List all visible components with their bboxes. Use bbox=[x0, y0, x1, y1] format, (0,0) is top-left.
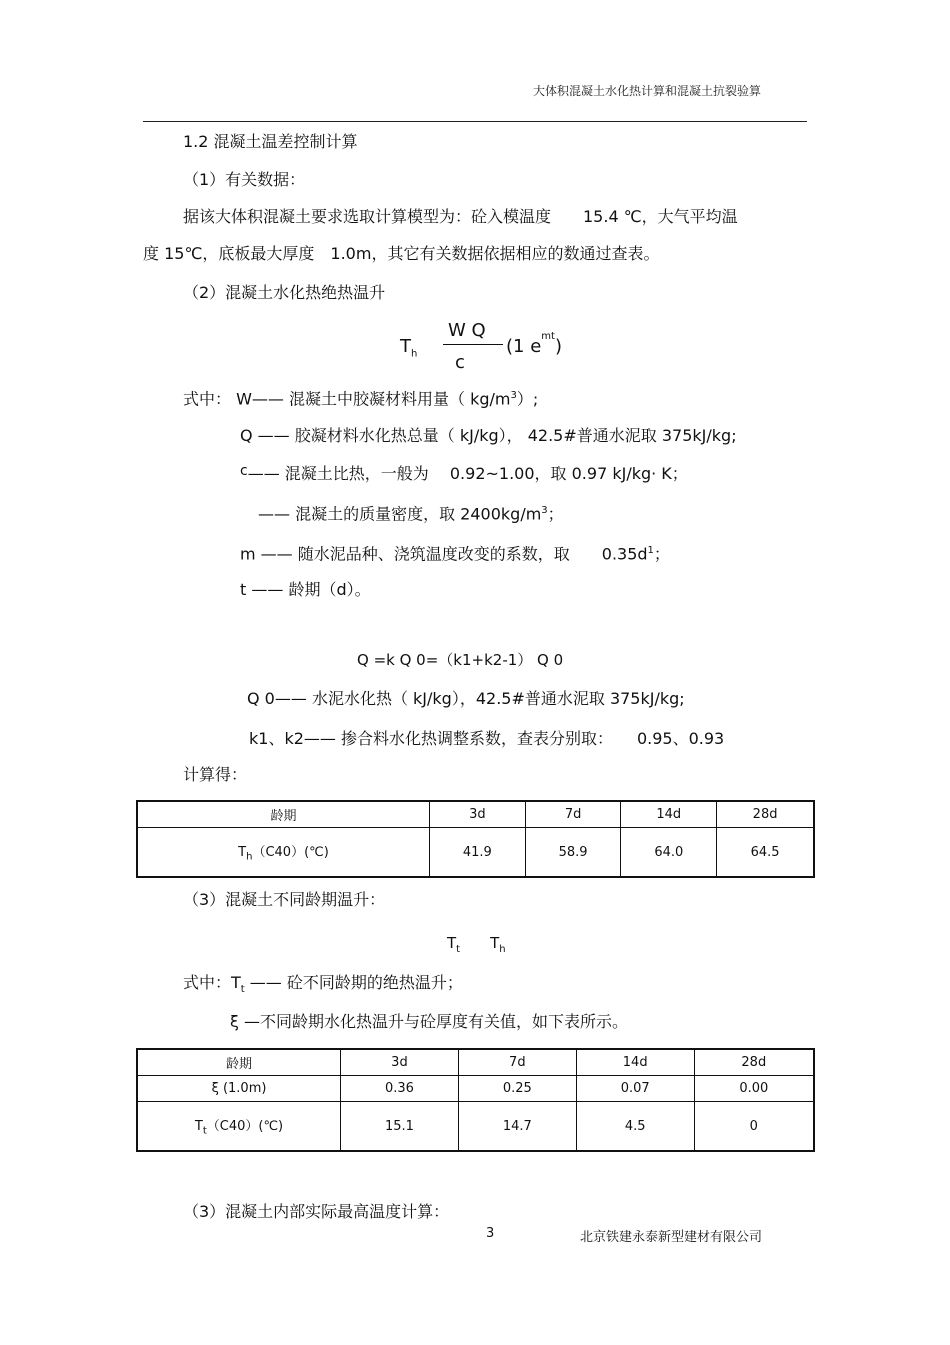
calc-label: 计算得： bbox=[183, 765, 248, 784]
def-rho-suffix: ； bbox=[547, 504, 564, 524]
row-label bbox=[137, 1102, 341, 1152]
table-cell: 58.9 bbox=[525, 828, 621, 878]
paragraph-line-1: 据该大体积混凝土要求选取计算模型为：砼入模温度 15.4 ℃，大气平均温 bbox=[183, 207, 738, 226]
header-cell: 28d bbox=[694, 1049, 814, 1076]
def-q: Q —— 胶凝材料水化热总量（ kJ/kg）， 42.5#普通水泥取 375kJ/kg; bbox=[240, 426, 737, 445]
formula-th-sub: h bbox=[411, 348, 418, 360]
def-tt-sub: t bbox=[240, 984, 245, 996]
formula-numerator: W Q bbox=[448, 320, 486, 341]
table-cell: 64.5 bbox=[717, 828, 814, 878]
def-w-text: 式中： W—— 混凝土中胶凝材料用量（ kg/m bbox=[183, 389, 511, 409]
subheading-age-temp: （3）混凝土不同龄期温升： bbox=[183, 890, 386, 909]
footer-company: 北京铁建永泰新型建材有限公司 bbox=[580, 1230, 763, 1245]
table-cell: 0.00 bbox=[694, 1076, 814, 1102]
def-q0: Q 0—— 水泥水化热（ kJ/kg），42.5#普通水泥取 375kJ/kg; bbox=[247, 689, 685, 708]
row-label-symbol: T bbox=[238, 845, 247, 861]
def-w bbox=[183, 386, 538, 409]
header-cell: 14d bbox=[621, 801, 717, 828]
def-c bbox=[240, 464, 688, 485]
table-row bbox=[137, 828, 814, 878]
def-m bbox=[240, 541, 670, 564]
header-cell: 7d bbox=[525, 801, 621, 828]
page-number: 3 bbox=[486, 1226, 495, 1241]
header-cell: 龄期 bbox=[137, 1049, 341, 1076]
table-cell: 15.1 bbox=[341, 1102, 459, 1152]
def-t: t —— 龄期（d）。 bbox=[240, 580, 371, 599]
formula-denominator: c bbox=[455, 352, 465, 373]
table-cell: 4.5 bbox=[576, 1102, 694, 1152]
subheading-hydration: （2）混凝土水化热绝热温升 bbox=[183, 283, 386, 302]
def-m-sup: 1 bbox=[647, 545, 654, 556]
formula-th2-sub: h bbox=[499, 944, 506, 955]
table-row bbox=[137, 1102, 814, 1152]
formula-tt-symbol: T bbox=[447, 934, 457, 952]
formula-close: ) bbox=[554, 336, 562, 357]
table-adiabatic-temp bbox=[136, 800, 815, 878]
formula-tt-sub: t bbox=[456, 944, 461, 955]
formula-th-symbol: T bbox=[400, 336, 411, 357]
row-label-rest: （C40）(℃) bbox=[206, 1119, 284, 1135]
fraction-line bbox=[443, 344, 503, 345]
def-w-sup: 3 bbox=[510, 390, 517, 401]
def-tt bbox=[183, 973, 463, 1000]
row-label bbox=[137, 828, 430, 878]
header-cell: 3d bbox=[430, 801, 526, 828]
formula-th bbox=[400, 336, 417, 360]
row-label-sub: h bbox=[246, 851, 253, 863]
row-label-sub: t bbox=[202, 1125, 207, 1137]
def-k: k1、k2—— 掺合料水化热调整系数，查表分别取： 0.95、0.93 bbox=[249, 729, 725, 748]
table-header-row bbox=[137, 1049, 814, 1076]
table-header-row bbox=[137, 801, 814, 828]
def-rho-sup: 3 bbox=[541, 505, 548, 516]
row-label-rest: （C40）(℃) bbox=[252, 845, 329, 861]
table-cell: 64.0 bbox=[621, 828, 717, 878]
row-label-symbol: T bbox=[194, 1119, 203, 1135]
subheading-data: （1）有关数据： bbox=[183, 170, 306, 189]
def-c-text: —— 混凝土比热，一般为 0.92~1.00，取 0.97 kJ/kg· K； bbox=[247, 464, 688, 483]
table-cell: 0 bbox=[694, 1102, 814, 1152]
def-m-suffix: ； bbox=[653, 544, 670, 564]
formula-tt bbox=[447, 934, 506, 955]
formula-exponent: mt bbox=[541, 331, 555, 342]
row-label: ξ (1.0m) bbox=[137, 1076, 341, 1102]
def-w-suffix: ）; bbox=[516, 389, 539, 409]
table-age-temp bbox=[136, 1048, 815, 1152]
header-cell: 14d bbox=[576, 1049, 694, 1076]
def-xi: ξ —不同龄期水化热温升与砼厚度有关值，如下表所示。 bbox=[230, 1012, 629, 1031]
subheading-max-temp: （3）混凝土内部实际最高温度计算： bbox=[183, 1202, 450, 1221]
running-header: 大体积混凝土水化热计算和混凝土抗裂验算 bbox=[533, 84, 762, 98]
header-cell: 28d bbox=[717, 801, 814, 828]
def-c-symbol: c bbox=[240, 463, 248, 479]
header-cell: 7d bbox=[458, 1049, 576, 1076]
table-cell: 0.07 bbox=[576, 1076, 694, 1102]
def-tt-rest: —— 砼不同龄期的绝热温升； bbox=[244, 973, 463, 992]
formula-th2-symbol: T bbox=[490, 934, 500, 952]
def-rho-text: —— 混凝土的质量密度，取 2400kg/m bbox=[258, 504, 542, 524]
formula-paren: (1 e bbox=[506, 336, 542, 357]
header-cell: 龄期 bbox=[137, 801, 430, 828]
def-rho bbox=[258, 501, 564, 524]
def-m-text: m —— 随水泥品种、浇筑温度改变的系数，取 0.35d bbox=[240, 544, 648, 564]
table-cell: 41.9 bbox=[430, 828, 526, 878]
table-cell: 0.36 bbox=[341, 1076, 459, 1102]
table-cell: 14.7 bbox=[458, 1102, 576, 1152]
formula-tail bbox=[506, 331, 562, 357]
paragraph-line-2: 度 15℃，底板最大厚度 1.0m，其它有关数据依据相应的数通过查表。 bbox=[143, 244, 660, 263]
table-cell: 0.25 bbox=[458, 1076, 576, 1102]
table-row bbox=[137, 1076, 814, 1102]
def-tt-text: 式中：T bbox=[183, 973, 241, 992]
header-cell: 3d bbox=[341, 1049, 459, 1076]
header-rule bbox=[143, 121, 807, 122]
formula-q: Q =k Q 0=（k1+k2-1） Q 0 bbox=[357, 651, 564, 669]
section-heading: 1.2 混凝土温差控制计算 bbox=[183, 132, 358, 151]
